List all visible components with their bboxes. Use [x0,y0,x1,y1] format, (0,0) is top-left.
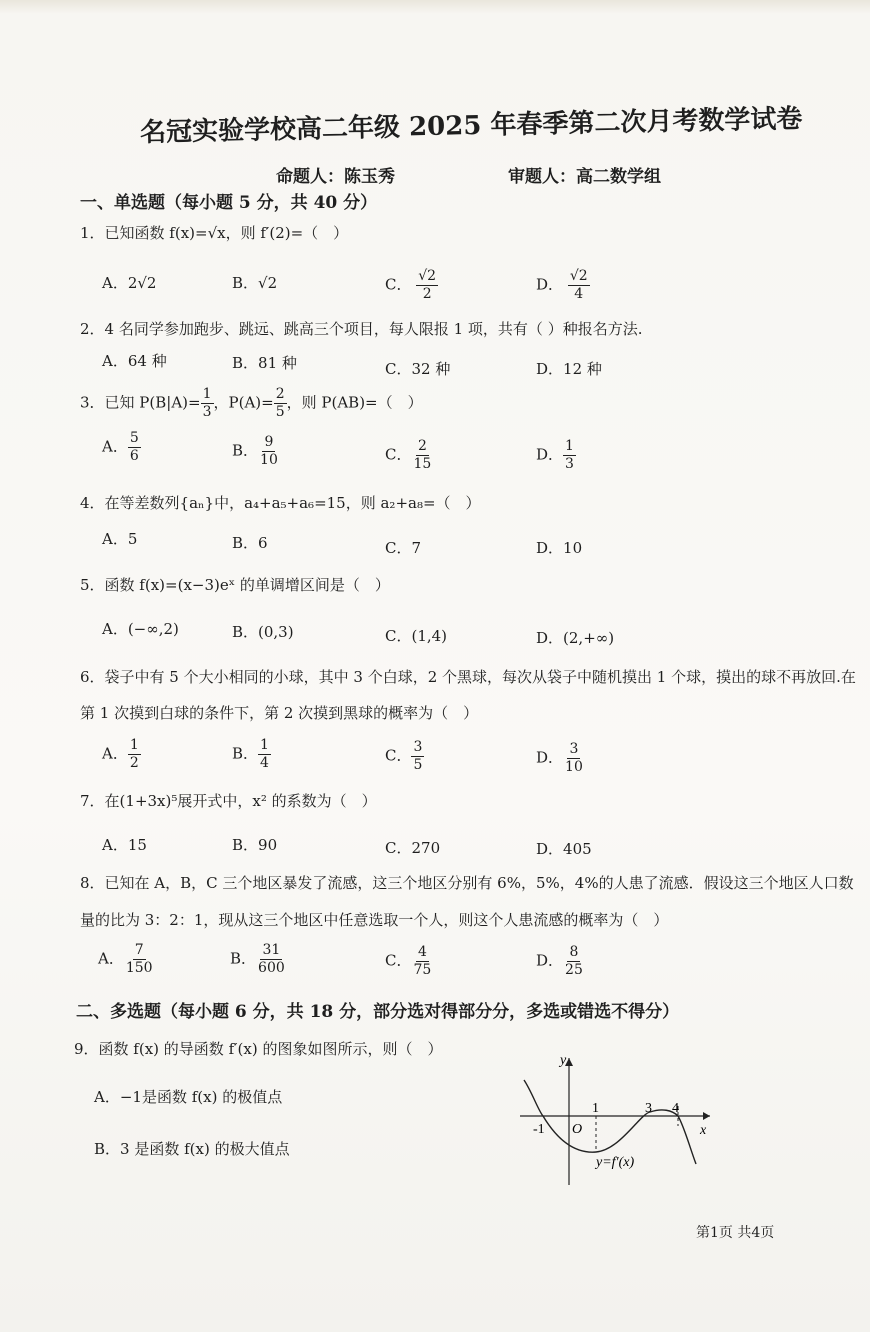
q7-option-b: B．90 [232,836,278,854]
q3-stem: 3．已知 P(B|A)= $\frac{1}{3}$ ，P(A)= $\frac{2}{5}$ ，则 P(AB)=（ ） [80,386,423,420]
q5-option-c: C．(1,4) [385,627,448,645]
q7-option-a: A．15 [102,836,147,854]
q7-option-c: C．270 [385,839,441,857]
q6-option-a: A． $\frac{1}{2}$ [102,737,139,771]
tick-label-4: 4 [672,1101,679,1116]
q2-option-c: C．32 种 [385,360,451,378]
q9-option-a: A．−1是函数 f(x) 的极值点 [94,1088,283,1106]
q9-option-b: B．3 是函数 f(x) 的极大值点 [94,1140,290,1158]
origin-label: O [572,1122,583,1137]
q6-option-b: B． $\frac{1}{4}$ [232,737,269,771]
page-number: 第1页 共4页 [696,1225,775,1241]
q2-option-d: D．12 种 [536,360,602,378]
tick-label-1: 1 [592,1101,599,1116]
q4-option-b: B．6 [232,534,268,552]
q4-option-d: D．10 [536,539,583,557]
q5-option-d: D．(2,+∞) [536,629,615,647]
q1-option-a: A．2√2 [102,274,157,292]
q5-stem: 5．函数 f(x)=(x−3)eˣ 的单调增区间是（ ） [80,576,390,594]
q8-option-a: A． $\frac{7}{150}$ [98,942,153,976]
q3-option-d: D． $\frac{1}{3}$ [536,438,574,472]
q4-stem: 4．在等差数列{aₙ}中，a₄+a₅+a₆=15，则 a₂+a₈=（ ） [80,494,481,512]
q6-option-c: C． $\frac{3}{5}$ [385,739,423,773]
q2-option-a: A．64 种 [102,352,167,370]
derivative-graph [510,1050,720,1190]
q3-option-c: C． $\frac{2}{15}$ [385,438,432,472]
q8-option-d: D． $\frac{8}{25}$ [536,944,583,978]
tick-label-neg1: -1 [533,1122,545,1137]
q6-option-d: D． $\frac{3}{10}$ [536,741,583,775]
q1-option-c: C． $\frac{√2}{2}$ [385,268,437,302]
author-label: 命题人：陈玉秀 [276,167,395,187]
q7-stem: 7．在(1+3x)⁵展开式中，x² 的系数为（ ） [80,792,377,810]
q5-option-a: A．(−∞,2) [102,620,179,638]
q4-option-a: A．5 [102,530,138,548]
x-axis-arrow-icon [703,1112,710,1120]
section1-heading: 一、单选题（每小题 5 分，共 40 分） [80,193,378,213]
x-axis-label: x [700,1123,707,1138]
q1-stem: 1．已知函数 f(x)=√x，则 f′(2)=（ ） [80,224,349,242]
q3-option-a: A． $\frac{5}{6}$ [102,430,139,464]
q1-option-d: D． $\frac{√2}{4}$ [536,268,588,302]
q5-option-b: B．(0,3) [232,623,294,641]
q1-option-b: B．√2 [232,274,278,292]
q2-stem: 2．4 名同学参加跑步、跳远、跳高三个项目，每人限报 1 项，共有（ ）种报名方法. [80,320,643,338]
q2-option-b: B．81 种 [232,354,297,372]
q3-option-b: B． $\frac{9}{10}$ [232,434,278,468]
derivative-curve [524,1080,696,1164]
y-axis-label: y [560,1053,567,1068]
exam-title: 名冠实验学校高二年级 2025 年春季第二次月考数学试卷 [139,104,803,148]
q8-stem-line2: 量的比为 3：2：1，现从这三个地区中任意选取一个人，则这个人患流感的概率为（ ） [80,911,669,929]
section2-heading: 二、多选题（每小题 6 分，共 18 分，部分选对得部分分，多选或错选不得分） [76,1002,680,1022]
tick-label-3: 3 [645,1101,652,1116]
q8-stem-line1: 8．已知在 A，B，C 三个地区暴发了流感，这三个地区分别有 6%，5%，4%的人患了流感．假设这三个地区人口数 [80,874,854,892]
q8-option-c: C． $\frac{4}{75}$ [385,944,432,978]
q6-stem-line1: 6．袋子中有 5 个大小相同的小球，其中 3 个白球，2 个黑球，每次从袋子中随机摸出 1 个球，摸出的球不再放回.在 [80,668,856,686]
q4-option-c: C．7 [385,539,422,557]
q7-option-d: D．405 [536,840,592,858]
reviewer-label: 审题人：高二数学组 [508,167,661,187]
q8-option-b: B． $\frac{31}{600}$ [230,942,285,976]
q6-stem-line2: 第 1 次摸到白球的条件下，第 2 次摸到黑球的概率为（ ） [80,704,479,722]
curve-label: y=f′(x) [596,1155,635,1170]
q9-stem: 9．函数 f(x) 的导函数 f′(x) 的图象如图所示，则（ ） [74,1040,443,1058]
